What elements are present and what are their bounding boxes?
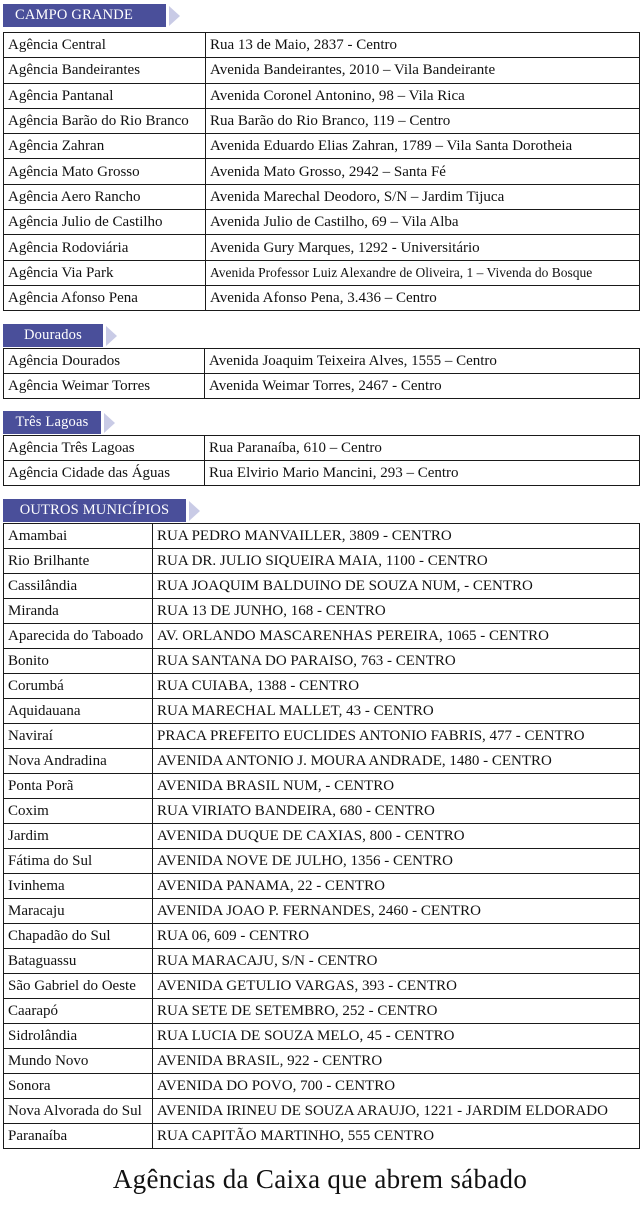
municipality-name: Fátima do Sul (4, 849, 153, 874)
section-outros-municipios (0, 498, 640, 1144)
agency-address: Rua Elvirio Mario Mancini, 293 – Centro (205, 461, 640, 486)
municipality-name: Sonora (4, 1074, 153, 1099)
municipality-name: Maracaju (4, 899, 153, 924)
municipality-address: PRACA PREFEITO EUCLIDES ANTONIO FABRIS, 477 - CENTRO (153, 724, 640, 749)
page-caption: Agências da Caixa que abrem sábado (112, 1164, 528, 1194)
table-row (4, 235, 640, 260)
table-row (4, 899, 640, 924)
municipality-name: Nova Andradina (4, 749, 153, 774)
table-row (4, 184, 640, 209)
table-row (4, 461, 640, 486)
table-row (4, 799, 640, 824)
table-row (4, 749, 640, 774)
arrow-icon (106, 326, 117, 346)
table-row (4, 724, 640, 749)
municipality-name: Nova Alvorada do Sul (4, 1099, 153, 1124)
municipality-name: Amambai (4, 524, 153, 549)
agency-name: Agência Três Lagoas (4, 436, 205, 461)
agency-address: Rua Barão do Rio Branco, 119 – Centro (206, 108, 640, 133)
section-header (0, 323, 640, 347)
municipality-address: AVENIDA DO POVO, 700 - CENTRO (153, 1074, 640, 1099)
municipality-address: RUA SANTANA DO PARAISO, 763 - CENTRO (153, 649, 640, 674)
municipality-address: AVENIDA NOVE DE JULHO, 1356 - CENTRO (153, 849, 640, 874)
agency-table (3, 32, 640, 311)
municipality-name: Aquidauana (4, 699, 153, 724)
agency-name: Agência Cidade das Águas (4, 461, 205, 486)
section-campo-grande (0, 3, 640, 307)
arrow-icon (104, 413, 115, 433)
table-row (4, 436, 640, 461)
municipality-name: Ivinhema (4, 874, 153, 899)
table-row (4, 1124, 640, 1149)
agency-address: Rua Paranaíba, 610 – Centro (205, 436, 640, 461)
table-row (4, 33, 640, 58)
table-row (4, 574, 640, 599)
municipality-address: AVENIDA ANTONIO J. MOURA ANDRADE, 1480 - CENTRO (153, 749, 640, 774)
table-row (4, 285, 640, 310)
table-row (4, 774, 640, 799)
municipality-name: Cassilândia (4, 574, 153, 599)
table-row (4, 824, 640, 849)
municipality-name: Aparecida do Taboado (4, 624, 153, 649)
table-row (4, 849, 640, 874)
section-title: CAMPO GRANDE (3, 4, 166, 27)
municipality-address: RUA 06, 609 - CENTRO (153, 924, 640, 949)
table-row (4, 349, 640, 374)
table-row (4, 924, 640, 949)
agency-name: Agência Pantanal (4, 83, 206, 108)
arrow-icon (189, 501, 200, 521)
municipality-name: Miranda (4, 599, 153, 624)
section-header (0, 410, 640, 434)
table-row (4, 1074, 640, 1099)
municipality-address: RUA JOAQUIM BALDUINO DE SOUZA NUM, - CENTRO (153, 574, 640, 599)
section-tres-lagoas (0, 410, 640, 481)
agency-name: Agência Afonso Pena (4, 285, 206, 310)
municipality-name: Mundo Novo (4, 1049, 153, 1074)
municipality-address: RUA LUCIA DE SOUZA MELO, 45 - CENTRO (153, 1024, 640, 1049)
agency-address: Avenida Eduardo Elias Zahran, 1789 – Vila Santa Dorotheia (206, 134, 640, 159)
section-title: Dourados (3, 324, 103, 347)
municipality-name: Naviraí (4, 724, 153, 749)
municipality-address: AVENIDA BRASIL, 922 - CENTRO (153, 1049, 640, 1074)
agency-name: Agência Bandeirantes (4, 58, 206, 83)
agency-address: Avenida Afonso Pena, 3.436 – Centro (206, 285, 640, 310)
table-row (4, 974, 640, 999)
table-row (4, 524, 640, 549)
table-row (4, 260, 640, 285)
municipality-address: RUA MARECHAL MALLET, 43 - CENTRO (153, 699, 640, 724)
section-header (0, 3, 640, 27)
agency-address: Avenida Coronel Antonino, 98 – Vila Rica (206, 83, 640, 108)
municipality-address: RUA PEDRO MANVAILLER, 3809 - CENTRO (153, 524, 640, 549)
agency-name: Agência Julio de Castilho (4, 210, 206, 235)
municipality-name: Sidrolândia (4, 1024, 153, 1049)
table-row (4, 83, 640, 108)
agency-address: Avenida Joaquim Teixeira Alves, 1555 – Centro (205, 349, 640, 374)
municipality-address: AVENIDA GETULIO VARGAS, 393 - CENTRO (153, 974, 640, 999)
section-dourados (0, 323, 640, 394)
municipality-address: AVENIDA IRINEU DE SOUZA ARAUJO, 1221 - JARDIM ELDORADO (153, 1099, 640, 1124)
table-row (4, 1099, 640, 1124)
table-row (4, 674, 640, 699)
municipality-address: RUA CUIABA, 1388 - CENTRO (153, 674, 640, 699)
municipality-address: AVENIDA PANAMA, 22 - CENTRO (153, 874, 640, 899)
municipality-address: RUA MARACAJU, S/N - CENTRO (153, 949, 640, 974)
agency-address: Avenida Marechal Deodoro, S/N – Jardim Tijuca (206, 184, 640, 209)
section-title: Três Lagoas (3, 411, 101, 434)
agency-name: Agência Barão do Rio Branco (4, 108, 206, 133)
municipality-name: Caarapó (4, 999, 153, 1024)
municipality-name: Jardim (4, 824, 153, 849)
municipality-address: RUA CAPITÃO MARTINHO, 555 CENTRO (153, 1124, 640, 1149)
municipality-table (3, 523, 640, 1149)
table-row (4, 624, 640, 649)
agency-address: Avenida Julio de Castilho, 69 – Vila Alba (206, 210, 640, 235)
agency-name: Agência Rodoviária (4, 235, 206, 260)
agency-name: Agência Weimar Torres (4, 374, 205, 399)
table-row (4, 1024, 640, 1049)
table-row (4, 108, 640, 133)
table-row (4, 999, 640, 1024)
agency-address: Avenida Mato Grosso, 2942 – Santa Fé (206, 159, 640, 184)
table-row (4, 374, 640, 399)
agency-address: Avenida Gury Marques, 1292 - Universitário (206, 235, 640, 260)
agency-address: Avenida Bandeirantes, 2010 – Vila Bandeirante (206, 58, 640, 83)
agency-address: Avenida Weimar Torres, 2467 - Centro (205, 374, 640, 399)
agency-address: Avenida Professor Luiz Alexandre de Oliveira, 1 – Vivenda do Bosque (206, 260, 640, 285)
municipality-name: Corumbá (4, 674, 153, 699)
municipality-name: Chapadão do Sul (4, 924, 153, 949)
municipality-name: Paranaíba (4, 1124, 153, 1149)
municipality-address: RUA SETE DE SETEMBRO, 252 - CENTRO (153, 999, 640, 1024)
municipality-name: Ponta Porã (4, 774, 153, 799)
municipality-address: RUA DR. JULIO SIQUEIRA MAIA, 1100 - CENTRO (153, 549, 640, 574)
table-row (4, 210, 640, 235)
agency-name: Agência Zahran (4, 134, 206, 159)
municipality-name: Coxim (4, 799, 153, 824)
agency-name: Agência Central (4, 33, 206, 58)
agency-name: Agência Via Park (4, 260, 206, 285)
section-header (0, 498, 640, 522)
table-row (4, 874, 640, 899)
municipality-name: Bataguassu (4, 949, 153, 974)
table-row (4, 1049, 640, 1074)
section-title: OUTROS MUNICÍPIOS (3, 499, 186, 522)
municipality-address: RUA 13 DE JUNHO, 168 - CENTRO (153, 599, 640, 624)
agency-table (3, 435, 640, 486)
arrow-icon (169, 6, 180, 26)
table-row (4, 699, 640, 724)
table-row (4, 949, 640, 974)
municipality-address: AV. ORLANDO MASCARENHAS PEREIRA, 1065 - CENTRO (153, 624, 640, 649)
agency-address: Rua 13 de Maio, 2837 - Centro (206, 33, 640, 58)
agency-table (3, 348, 640, 399)
municipality-name: Rio Brilhante (4, 549, 153, 574)
agency-name: Agência Mato Grosso (4, 159, 206, 184)
municipality-address: AVENIDA DUQUE DE CAXIAS, 800 - CENTRO (153, 824, 640, 849)
table-row (4, 134, 640, 159)
agency-name: Agência Dourados (4, 349, 205, 374)
municipality-address: AVENIDA BRASIL NUM, - CENTRO (153, 774, 640, 799)
table-row (4, 549, 640, 574)
table-row (4, 58, 640, 83)
municipality-address: AVENIDA JOAO P. FERNANDES, 2460 - CENTRO (153, 899, 640, 924)
table-row (4, 159, 640, 184)
municipality-name: São Gabriel do Oeste (4, 974, 153, 999)
municipality-address: RUA VIRIATO BANDEIRA, 680 - CENTRO (153, 799, 640, 824)
table-row (4, 649, 640, 674)
agency-name: Agência Aero Rancho (4, 184, 206, 209)
municipality-name: Bonito (4, 649, 153, 674)
table-row (4, 599, 640, 624)
